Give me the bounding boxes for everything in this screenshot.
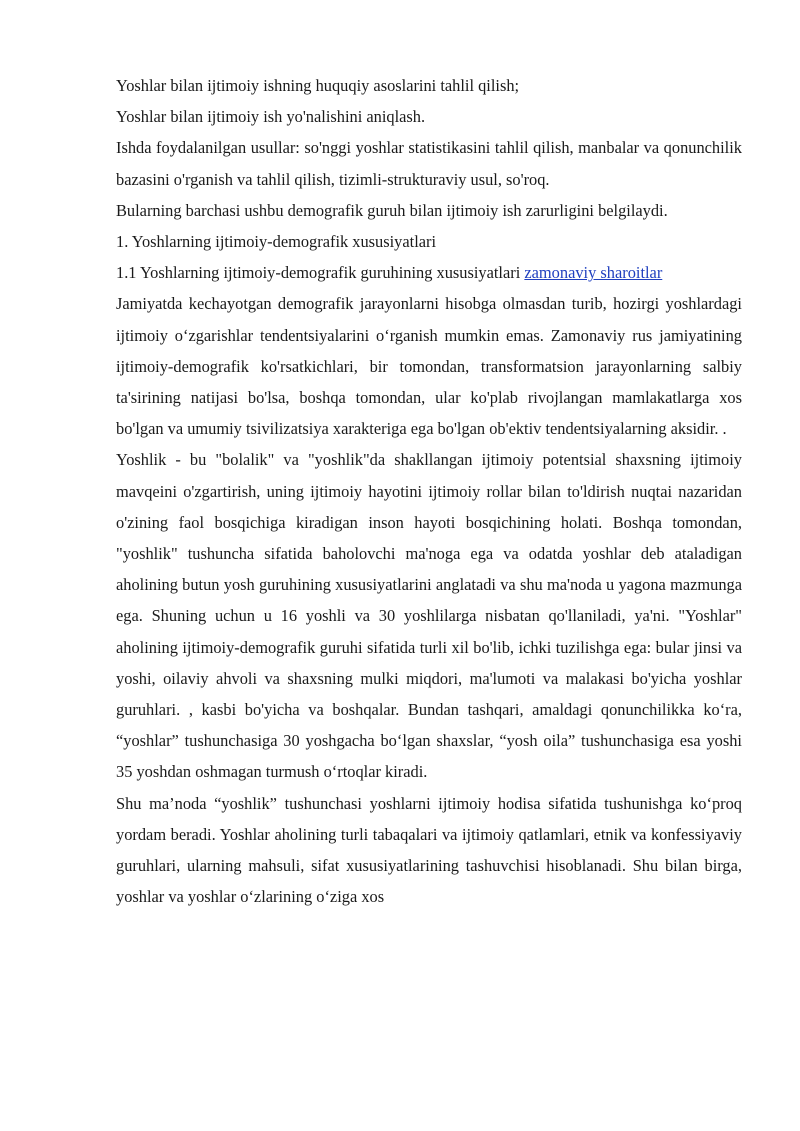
section-heading-1-1-text: 1.1 Yoshlarning ijtimoiy-demografik guruhining xususiyatlari — [116, 263, 525, 283]
body-paragraph-2: Yoshlik - bu "bolalik" va "yoshlik"da shakllangan ijtimoiy potentsial shaxsning ijtimoiy mavqeini o'zgartirish, uning ijtimoiy hayotini ijtimoiy rollar bilan to'ldirish nuqtai nazaridan o'zining faol bosqichiga kiradigan inson hayoti bosqichining holati. Boshqa tomondan, "yoshlik" tushuncha sifatida baholovchi ma'noga ega va odatda yoshlar deb ataladigan aholining butun yosh guruhining xususiyatlarini anglatadi va shu ma'noda u yagona mazmunga ega. Shuning uchun u 16 yoshli va 30 yoshlilarga nisbatan qo'llaniladi, ya'ni. "Yoshlar" aholining ijtimoiy-demografik guruhi sifatida turli xil bo'lib, ichki tuzilishga ega: bular jinsi va yoshi, oilaviy ahvoli va shaxsning mulki miqdori, ma'lumoti va malakasi bo'yicha yoshlar guruhlari. , kasbi bo'yicha va boshqalar. Bundan tashqari, amaldagi qonunchilikka ko‘ra, “yoshlar” tushunchasiga 30 yoshgacha bo‘lgan shaxslar, “yosh oila” tushunchasiga esa yoshi 35 yoshdan oshmagan turmush o‘rtoqlar kiradi. — [116, 450, 742, 782]
section-heading-1-1 — [116, 257, 742, 288]
modern-conditions-link[interactable]: zamonaviy sharoitlar — [524, 263, 663, 283]
task-line-direction: Yoshlar bilan ijtimoiy ish yo'nalishini aniqlash. — [116, 107, 426, 127]
task-line-legal: Yoshlar bilan ijtimoiy ishning huquqiy asoslarini tahlil qilish; — [116, 76, 520, 95]
methods-paragraph: Ishda foydalanilgan usullar: so'nggi yoshlar statistikasini tahlil qilish, manbalar va qonunchilik bazasini o'rganish va tahlil qilish, tizimli-strukturaviy usul, so'roq. — [116, 138, 742, 189]
body-paragraph-1: Jamiyatda kechayotgan demografik jarayonlarni hisobga olmasdan turib, hozirgi yoshlardagi ijtimoiy o‘zgarishlar tendentsiyalarini o‘rganish mumkin emas. Zamonaviy rus jamiyatining ijtimoiy-demografik ko'rsatkichlari, bir tomondan, transformatsion jarayonlarning salbiy ta'sirining natijasi bo'lsa, boshqa tomondan, ular ko'plab rivojlangan mamlakatlarga xos bo'lgan va umumiy tsivilizatsiya xarakteriga ega bo'lgan ob'ektiv tendentsiyalarning aksidir. . — [116, 294, 742, 439]
document-page — [116, 70, 742, 912]
section-heading-1: 1. Yoshlarning ijtimoiy-demografik xususiyatlari — [116, 232, 437, 252]
body-paragraph-3: Shu ma’noda “yoshlik” tushunchasi yoshlarni ijtimoiy hodisa sifatida tushunishga ko‘proq yordam beradi. Yoshlar aholining turli tabaqalari va ijtimoiy qatlamlari, etnik va konfessiyaviy guruhlari, ularning mahsuli, sifat xususiyatlarining tashuvchisi hisoblanadi. Shu bilan birga, yoshlar va yoshlar o‘zlarining o‘ziga xos — [116, 793, 742, 907]
conclusion-line: Bularning barchasi ushbu demografik guruh bilan ijtimoiy ish zarurligini belgilaydi. — [116, 200, 668, 220]
